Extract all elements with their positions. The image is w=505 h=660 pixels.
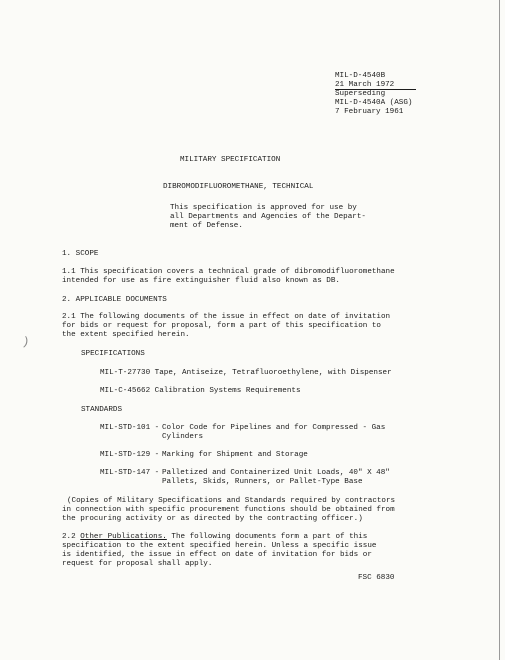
applicable-heading: 2. APPLICABLE DOCUMENTS [62, 296, 167, 304]
other-publications-line: specification to the extent specified herein. Unless a specific issue [62, 542, 377, 550]
specification-item: MIL-T-27730 Tape, Antiseize, Tetrafluoroethylene, with Dispenser [100, 369, 392, 377]
superseded-doc: MIL-D-4540A (ASG) [335, 99, 413, 107]
doc-number: MIL-D-4540B [335, 72, 386, 80]
superseded-date: 7 February 1961 [335, 108, 404, 116]
document-title: MILITARY SPECIFICATION [180, 156, 281, 164]
specification-item: MIL-C-45662 Calibration Systems Requirements [100, 387, 301, 395]
scope-text: intended for use as fire extinguisher fluid also known as DB. [62, 277, 340, 285]
other-publications-line: is identified, the issue in effect on date of invitation for bids or [62, 551, 372, 559]
standard-code: MIL-STD-101 - [100, 424, 160, 432]
applicable-text: for bids or request for proposal, form a part of this specification to [62, 322, 381, 330]
page-edge-line [499, 0, 500, 660]
section-number: 2.2 [62, 533, 76, 541]
standard-title-cont: Pallets, Skids, Runners, or Pallet-Type Base [162, 478, 363, 486]
applicable-text: the extent specified herein. [62, 331, 190, 339]
scope-text: 1.1 This specification covers a technical grade of dibromodifluoromethane [62, 268, 395, 276]
fsc-code: FSC 6830 [358, 574, 395, 582]
approval-line: ment of Defense. [170, 222, 243, 230]
standards-heading: STANDARDS [81, 406, 123, 414]
standard-title: Marking for Shipment and Storage [162, 451, 308, 459]
approval-line: all Departments and Agencies of the Depart- [170, 213, 366, 221]
standard-title: Palletized and Containerized Unit Loads, 40" X 48" [162, 469, 390, 477]
other-publications-text: The following documents form a part of this [171, 533, 368, 541]
superseding-label: Superseding [335, 90, 386, 98]
standard-code: MIL-STD-129 - [100, 451, 160, 459]
standard-title: Color Code for Pipelines and for Compressed - Gas [162, 424, 386, 432]
copies-note-line: (Copies of Military Specifications and Standards required by contractors [67, 497, 396, 505]
document-subject: DIBROMODIFLUOROMETHANE, TECHNICAL [163, 183, 314, 191]
copies-note-line: the procuring activity or as directed by the contracting officer.) [62, 515, 363, 523]
margin-mark: ) [20, 334, 31, 350]
doc-date: 21 March 1972 [335, 81, 416, 90]
other-publications-line: request for proposal shall apply. [62, 560, 213, 568]
standard-code: MIL-STD-147 - [100, 469, 160, 477]
other-publications-title: Other Publications. [80, 533, 167, 541]
specifications-heading: SPECIFICATIONS [81, 350, 145, 358]
scope-heading: 1. SCOPE [62, 250, 99, 258]
applicable-text: 2.1 The following documents of the issue in effect on date of invitation [62, 313, 391, 321]
standard-title-cont: Cylinders [162, 433, 204, 441]
approval-line: This specification is approved for use by [170, 204, 357, 212]
copies-note-line: in connection with specific procurement functions should be obtained from [62, 506, 395, 514]
